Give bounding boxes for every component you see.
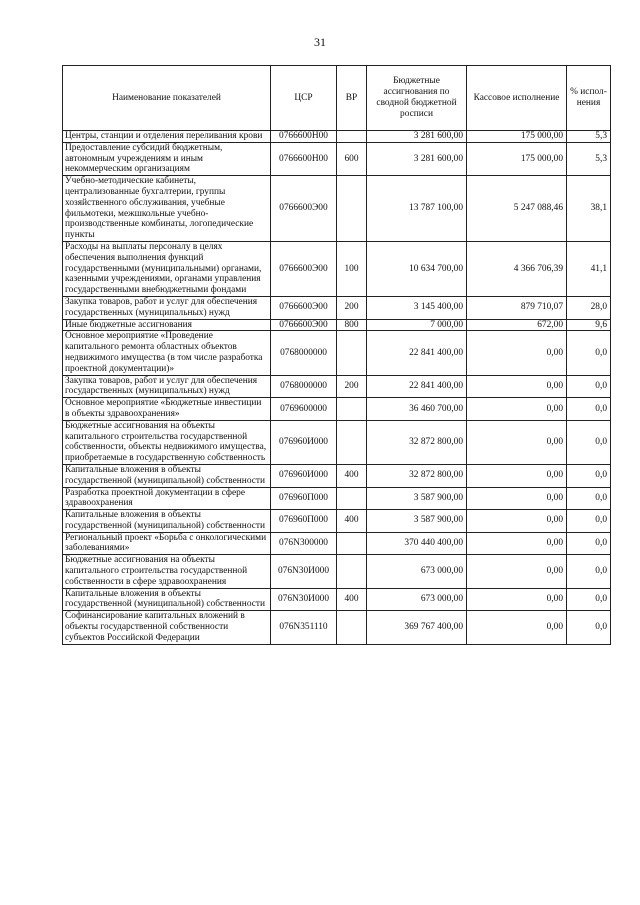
header-percent: % испол-нения <box>567 66 611 131</box>
row-cash: 0,00 <box>467 588 567 611</box>
table-row <box>63 319 611 331</box>
row-name: Основное мероприятие «Бюджетные инвестиции в объекты здравоохранения» <box>63 398 271 421</box>
row-vr: 200 <box>337 375 367 398</box>
row-name: Капитальные вложения в объекты государственной (муниципальной) собственности <box>63 588 271 611</box>
row-csr: 076N30И000 <box>271 588 337 611</box>
table-row <box>63 611 611 644</box>
row-vr <box>337 131 367 143</box>
row-cash: 0,00 <box>467 611 567 644</box>
row-vr: 600 <box>337 142 367 175</box>
row-percent: 41,1 <box>567 241 611 296</box>
row-csr: 076960П000 <box>271 510 337 533</box>
row-csr: 076N351110 <box>271 611 337 644</box>
header-vr: ВР <box>337 66 367 131</box>
row-csr: 0766600Э00 <box>271 296 337 319</box>
row-vr <box>337 555 367 588</box>
row-vr: 800 <box>337 319 367 331</box>
row-name: Капитальные вложения в объекты государственной (муниципальной) собственности <box>63 464 271 487</box>
row-name: Капитальные вложения в объекты государственной (муниципальной) собственности <box>63 510 271 533</box>
row-budget: 3 145 400,00 <box>367 296 467 319</box>
row-cash: 879 710,07 <box>467 296 567 319</box>
row-percent: 0,0 <box>567 398 611 421</box>
row-cash: 0,00 <box>467 532 567 555</box>
table-row <box>63 420 611 464</box>
row-budget: 369 767 400,00 <box>367 611 467 644</box>
row-vr <box>337 487 367 510</box>
row-vr: 400 <box>337 464 367 487</box>
row-percent: 0,0 <box>567 331 611 375</box>
table-header-row <box>63 66 611 131</box>
row-percent: 0,0 <box>567 532 611 555</box>
page-number: 31 <box>314 35 326 49</box>
table-row <box>63 142 611 175</box>
row-budget: 3 587 900,00 <box>367 487 467 510</box>
row-csr: 076960П000 <box>271 487 337 510</box>
row-vr: 400 <box>337 588 367 611</box>
row-csr: 076960И000 <box>271 464 337 487</box>
table-row <box>63 487 611 510</box>
row-percent: 0,0 <box>567 375 611 398</box>
row-budget: 370 440 400,00 <box>367 532 467 555</box>
row-budget: 22 841 400,00 <box>367 331 467 375</box>
row-csr: 076960И000 <box>271 420 337 464</box>
row-budget: 10 634 700,00 <box>367 241 467 296</box>
row-percent: 0,0 <box>567 487 611 510</box>
row-percent: 38,1 <box>567 176 611 242</box>
row-percent: 9,6 <box>567 319 611 331</box>
row-vr: 400 <box>337 510 367 533</box>
row-percent: 5,3 <box>567 142 611 175</box>
table-row <box>63 532 611 555</box>
row-csr: 0768000000 <box>271 331 337 375</box>
row-csr: 0769600000 <box>271 398 337 421</box>
table-row <box>63 555 611 588</box>
row-cash: 0,00 <box>467 398 567 421</box>
row-name: Расходы на выплаты персоналу в целях обеспечения выполнения функций государственными (муниципальными) органами, казенными учреждениями, органами управления государственными внебюджетными фондами <box>63 241 271 296</box>
row-csr: 0766600Э00 <box>271 176 337 242</box>
budget-execution-table <box>62 65 611 645</box>
table-row <box>63 241 611 296</box>
row-vr: 200 <box>337 296 367 319</box>
row-name: Иные бюджетные ассигнования <box>63 319 271 331</box>
row-name: Софинансирование капитальных вложений в объекты государственной собственности субъектов Российской Федерации <box>63 611 271 644</box>
row-percent: 0,0 <box>567 510 611 533</box>
table-body <box>63 131 611 645</box>
row-name: Центры, станции и отделения переливания крови <box>63 131 271 143</box>
row-csr: 0768000000 <box>271 375 337 398</box>
row-percent: 0,0 <box>567 420 611 464</box>
row-csr: 076N30И000 <box>271 555 337 588</box>
row-name: Разработка проектной документации в сфере здравоохранения <box>63 487 271 510</box>
row-cash: 0,00 <box>467 331 567 375</box>
table-row <box>63 510 611 533</box>
row-name: Региональный проект «Борьба с онкологическими заболеваниями» <box>63 532 271 555</box>
row-cash: 5 247 088,46 <box>467 176 567 242</box>
row-percent: 0,0 <box>567 464 611 487</box>
row-vr <box>337 398 367 421</box>
table-row <box>63 398 611 421</box>
row-budget: 32 872 800,00 <box>367 464 467 487</box>
row-cash: 0,00 <box>467 375 567 398</box>
row-percent: 5,3 <box>567 131 611 143</box>
row-cash: 0,00 <box>467 464 567 487</box>
row-budget: 13 787 100,00 <box>367 176 467 242</box>
table-row <box>63 331 611 375</box>
row-cash: 0,00 <box>467 420 567 464</box>
row-vr <box>337 611 367 644</box>
row-percent: 0,0 <box>567 611 611 644</box>
row-vr <box>337 331 367 375</box>
header-name: Наименование показателей <box>63 66 271 131</box>
table-row <box>63 464 611 487</box>
row-percent: 0,0 <box>567 555 611 588</box>
row-name: Учебно-методические кабинеты, централизованные бухгалтерии, группы хозяйственного обслуживания, учебные фильмотеки, межшкольные учебно-производственные комбинаты, логопедические пункты <box>63 176 271 242</box>
row-cash: 0,00 <box>467 487 567 510</box>
row-budget: 32 872 800,00 <box>367 420 467 464</box>
row-name: Основное мероприятие «Проведение капитального ремонта областных объектов недвижимого имущества (в том числе разработка проектной документации)» <box>63 331 271 375</box>
row-csr: 0766600Н00 <box>271 131 337 143</box>
header-cash: Кассовое исполнение <box>467 66 567 131</box>
header-budget: Бюджетные ассигнования по сводной бюджетной росписи <box>367 66 467 131</box>
table-row <box>63 296 611 319</box>
row-budget: 673 000,00 <box>367 588 467 611</box>
row-name: Закупка товаров, работ и услуг для обеспечения государственных (муниципальных) нужд <box>63 375 271 398</box>
table-row <box>63 131 611 143</box>
table-row <box>63 176 611 242</box>
row-vr: 100 <box>337 241 367 296</box>
table-row <box>63 588 611 611</box>
row-name: Бюджетные ассигнования на объекты капитального строительства государственной собственности, объекты недвижимого имущества, приобретаемые в государственную собственность <box>63 420 271 464</box>
row-budget: 3 281 600,00 <box>367 131 467 143</box>
header-csr: ЦСР <box>271 66 337 131</box>
row-cash: 175 000,00 <box>467 142 567 175</box>
row-cash: 0,00 <box>467 555 567 588</box>
row-budget: 673 000,00 <box>367 555 467 588</box>
row-name: Бюджетные ассигнования на объекты капитального строительства государственной собственности в сфере здравоохранения <box>63 555 271 588</box>
row-cash: 672,00 <box>467 319 567 331</box>
row-vr <box>337 532 367 555</box>
row-budget: 3 587 900,00 <box>367 510 467 533</box>
row-cash: 175 000,00 <box>467 131 567 143</box>
row-budget: 7 000,00 <box>367 319 467 331</box>
row-csr: 0766600Э00 <box>271 241 337 296</box>
row-cash: 4 366 706,39 <box>467 241 567 296</box>
row-csr: 0766600Н00 <box>271 142 337 175</box>
row-name: Предоставление субсидий бюджетным, автономным учреждениям и иным некоммерческим организациям <box>63 142 271 175</box>
row-name: Закупка товаров, работ и услуг для обеспечения государственных (муниципальных) нужд <box>63 296 271 319</box>
row-cash: 0,00 <box>467 510 567 533</box>
row-vr <box>337 176 367 242</box>
table-row <box>63 375 611 398</box>
row-budget: 36 460 700,00 <box>367 398 467 421</box>
row-percent: 28,0 <box>567 296 611 319</box>
row-vr <box>337 420 367 464</box>
row-budget: 3 281 600,00 <box>367 142 467 175</box>
row-percent: 0,0 <box>567 588 611 611</box>
row-csr: 076N300000 <box>271 532 337 555</box>
row-budget: 22 841 400,00 <box>367 375 467 398</box>
row-csr: 0766600Э00 <box>271 319 337 331</box>
